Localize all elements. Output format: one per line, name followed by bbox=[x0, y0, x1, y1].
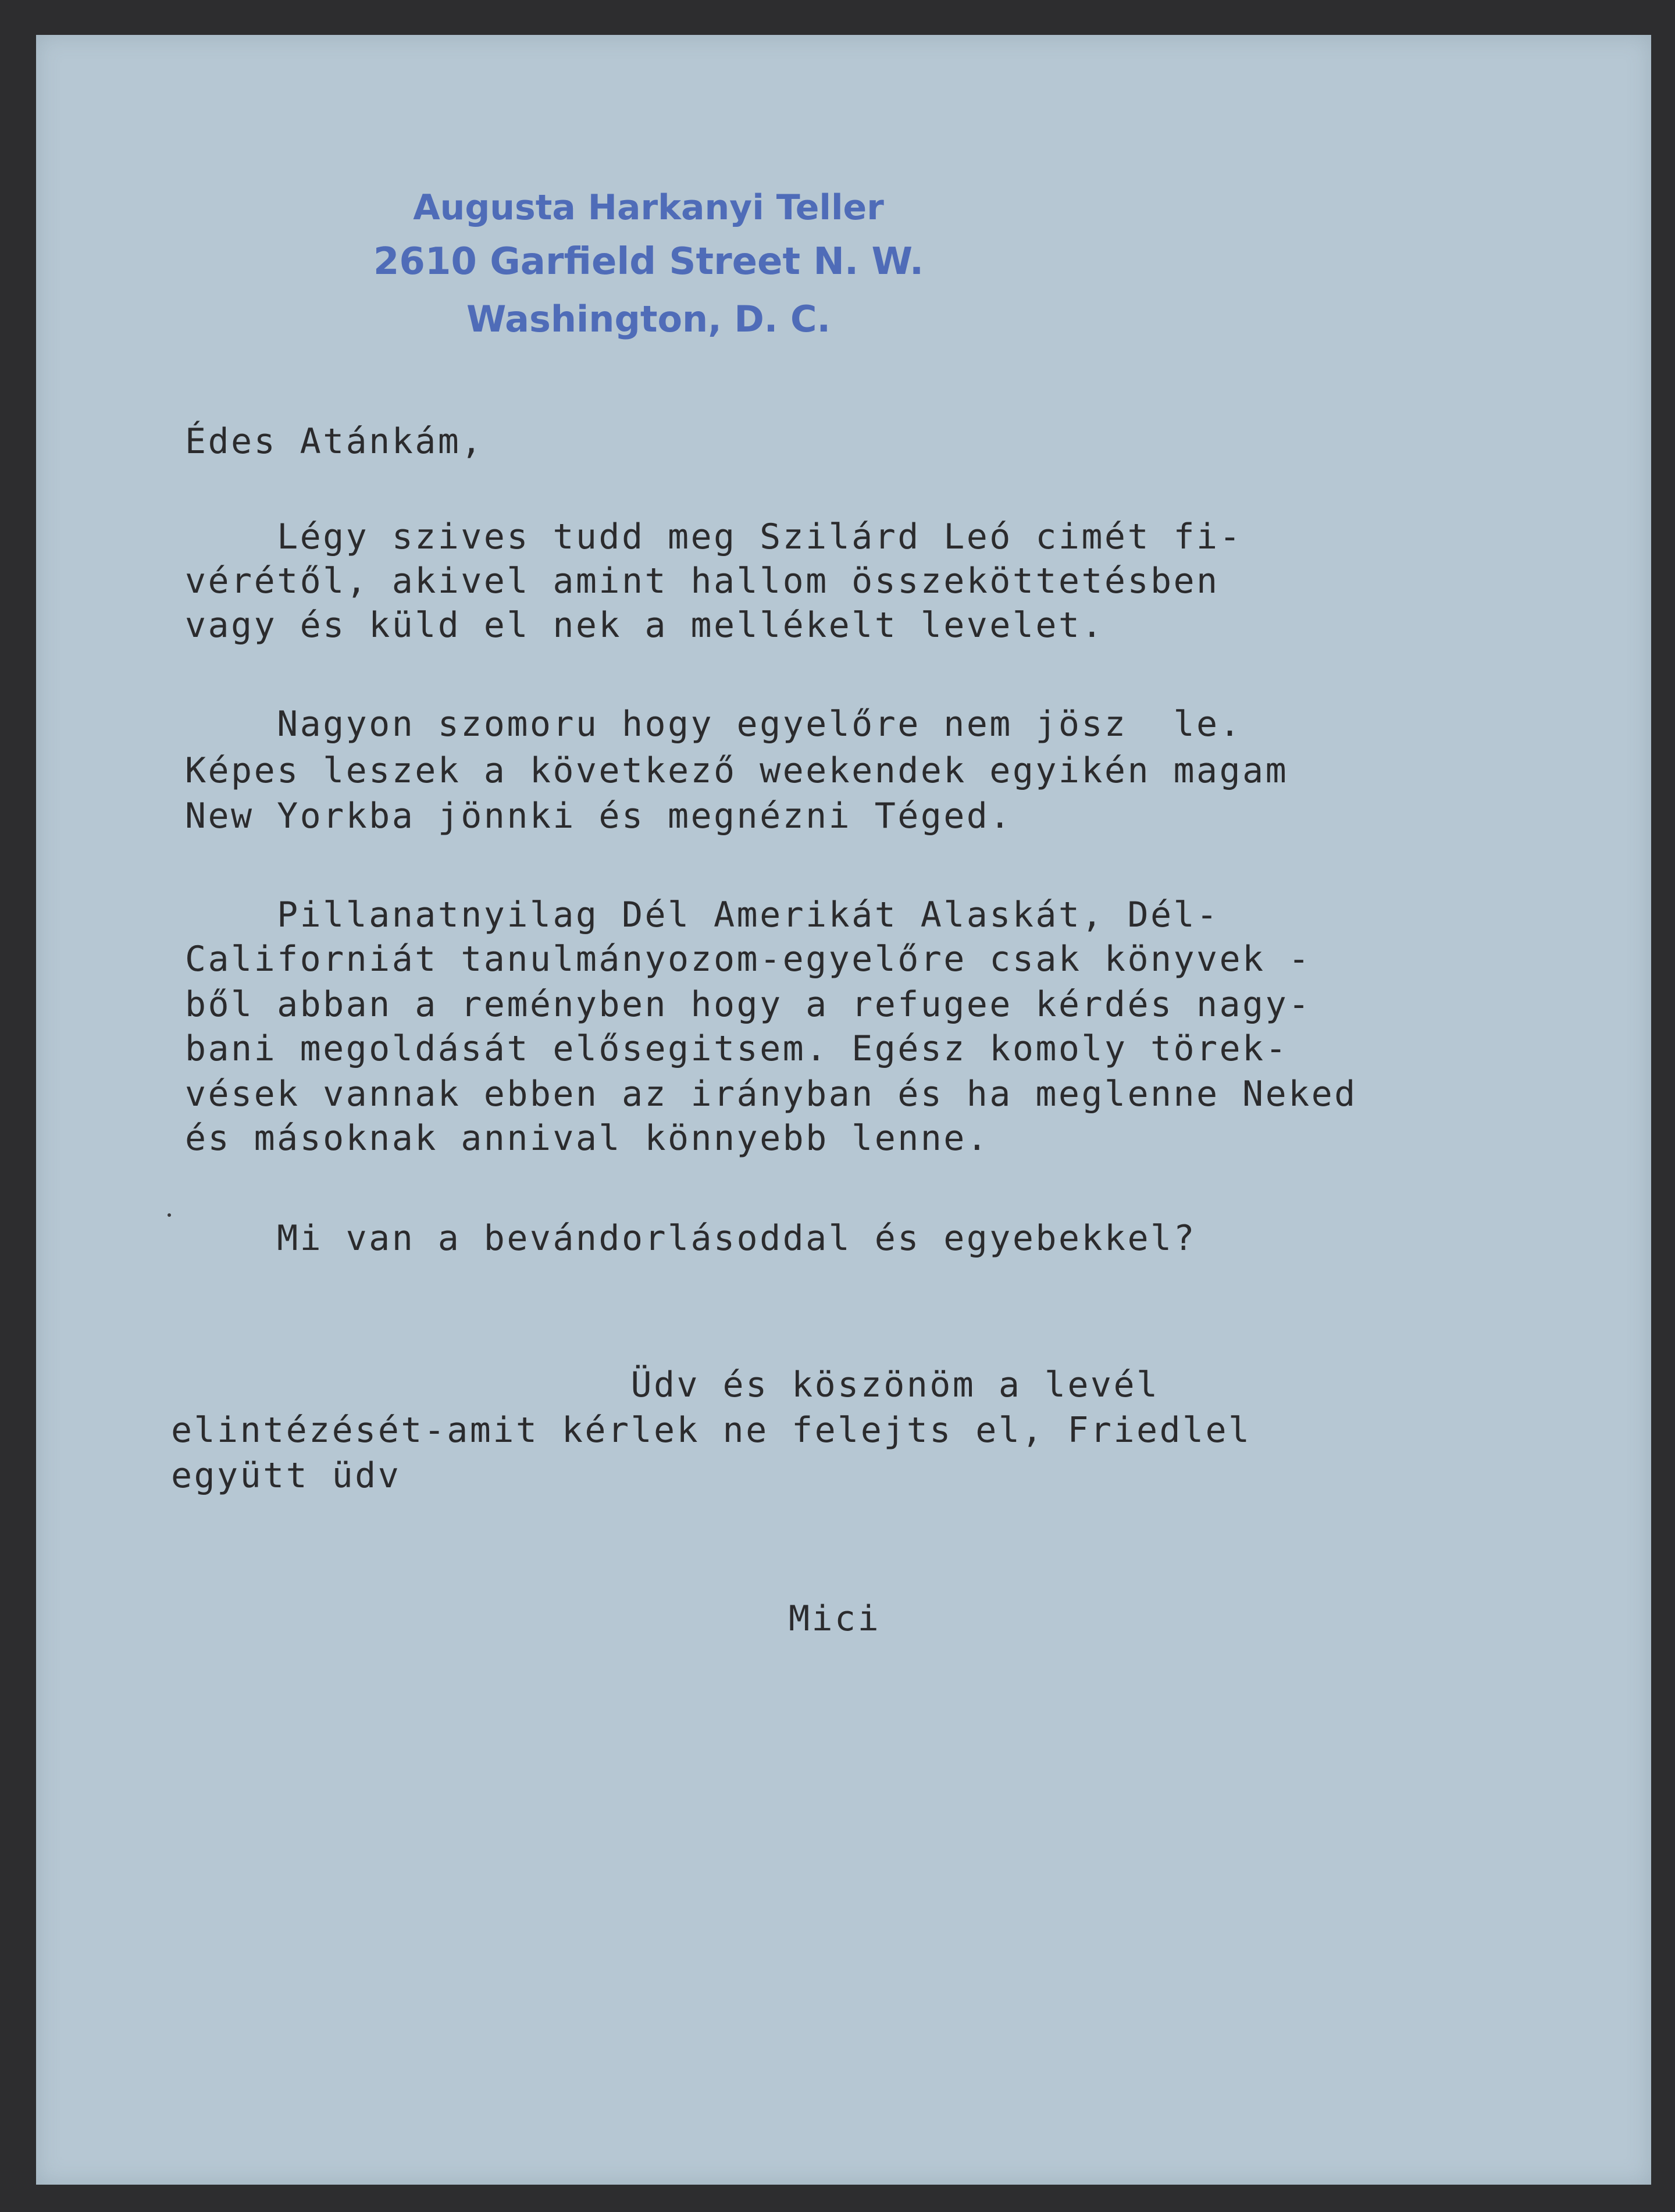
paragraph-3-line-1: Pillanatnyilag Dél Amerikát Alaskát, Dél- bbox=[185, 895, 1220, 935]
letterhead-street: 2610 Garfield Street N. W. bbox=[373, 240, 924, 283]
paragraph-1-line-3: vagy és küld el nek a mellékelt levelet. bbox=[185, 605, 1104, 646]
closing-line-1: Üdv és köszönöm a levél bbox=[171, 1365, 1160, 1405]
paragraph-3-line-3: ből abban a reményben hogy a refugee kérdés nagy- bbox=[185, 984, 1312, 1025]
letterhead-city: Washington, D. C. bbox=[466, 298, 831, 340]
letterhead-name: Augusta Harkanyi Teller bbox=[413, 187, 884, 228]
paragraph-1-line-1: Légy szives tudd meg Szilárd Leó cimét fi- bbox=[185, 517, 1243, 557]
paragraph-3-line-2: Californiát tanulmányozom-egyelőre csak könyvek - bbox=[185, 939, 1312, 979]
closing-line-3: együtt üdv bbox=[171, 1455, 401, 1496]
paragraph-2-line-1: Nagyon szomoru hogy egyelőre nem jösz le. bbox=[185, 704, 1243, 745]
closing-line-2: elintézését-amit kérlek ne felejts el, Friedlel bbox=[171, 1410, 1252, 1451]
salutation: Édes Atánkám, bbox=[185, 421, 484, 462]
paper-speck bbox=[168, 1213, 171, 1217]
paragraph-1-line-2: vérétől, akivel amint hallom összeköttetésben bbox=[185, 561, 1220, 601]
paragraph-3-line-6: és másoknak annival könnyebb lenne. bbox=[185, 1118, 990, 1159]
paragraph-3-line-5: vések vannak ebben az irányban és ha meglenne Neked bbox=[185, 1074, 1357, 1114]
paragraph-2-line-2: Képes leszek a következő weekendek egyikén magam bbox=[185, 750, 1289, 791]
paragraph-3-line-4: bani megoldását elősegitsem. Egész komoly törek- bbox=[185, 1028, 1289, 1069]
signature: Mici bbox=[789, 1598, 881, 1639]
paragraph-4: Mi van a bevándorlásoddal és egyebekkel? bbox=[185, 1218, 1197, 1259]
paragraph-2-line-3: New Yorkba jönnki és megnézni Téged. bbox=[185, 796, 1013, 836]
